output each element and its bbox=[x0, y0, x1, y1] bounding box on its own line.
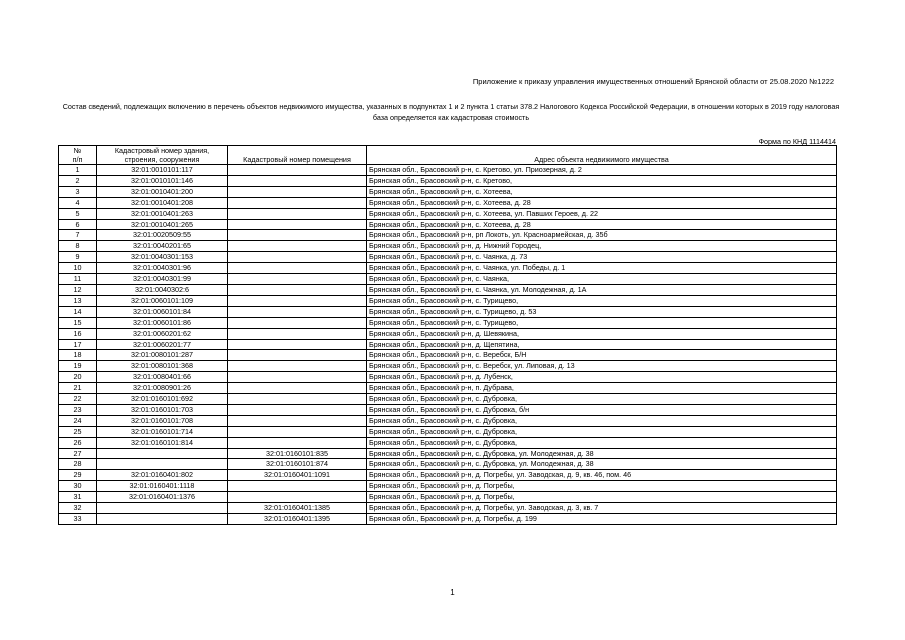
cell-room-cadastral bbox=[228, 492, 367, 503]
cell-number: 2 bbox=[59, 175, 97, 186]
column-header-number-line1: № bbox=[73, 146, 82, 155]
cell-room-cadastral bbox=[228, 252, 367, 263]
cell-building-cadastral: 32:01:0040302:6 bbox=[97, 284, 228, 295]
cell-building-cadastral: 32:01:0010401:200 bbox=[97, 186, 228, 197]
cell-building-cadastral: 32:01:0010401:265 bbox=[97, 219, 228, 230]
cell-room-cadastral bbox=[228, 208, 367, 219]
cell-number: 14 bbox=[59, 306, 97, 317]
cell-room-cadastral bbox=[228, 350, 367, 361]
cell-room-cadastral bbox=[228, 394, 367, 405]
cell-number: 13 bbox=[59, 295, 97, 306]
table-row bbox=[59, 241, 837, 252]
cell-number: 15 bbox=[59, 317, 97, 328]
table-row bbox=[59, 175, 837, 186]
cell-room-cadastral bbox=[228, 383, 367, 394]
cell-number: 26 bbox=[59, 437, 97, 448]
table-row bbox=[59, 317, 837, 328]
cell-building-cadastral: 32:01:0040301:99 bbox=[97, 274, 228, 285]
cell-building-cadastral: 32:01:0010401:208 bbox=[97, 197, 228, 208]
property-table bbox=[58, 145, 837, 525]
table-row bbox=[59, 426, 837, 437]
cell-number: 3 bbox=[59, 186, 97, 197]
cell-building-cadastral: 32:01:0060201:77 bbox=[97, 339, 228, 350]
cell-number: 7 bbox=[59, 230, 97, 241]
table-row bbox=[59, 328, 837, 339]
cell-number: 20 bbox=[59, 372, 97, 383]
cell-address: Брянская обл., Брасовский р-н, д. Шевякина, bbox=[367, 328, 837, 339]
table-row bbox=[59, 230, 837, 241]
table-row bbox=[59, 415, 837, 426]
cell-building-cadastral bbox=[97, 503, 228, 514]
cell-number: 6 bbox=[59, 219, 97, 230]
cell-building-cadastral: 32:01:0010101:146 bbox=[97, 175, 228, 186]
cell-building-cadastral: 32:01:0020509:55 bbox=[97, 230, 228, 241]
table-row bbox=[59, 263, 837, 274]
table-row bbox=[59, 208, 837, 219]
cell-room-cadastral bbox=[228, 437, 367, 448]
cell-address: Брянская обл., Брасовский р-н, с. Дубровка, bbox=[367, 394, 837, 405]
cell-building-cadastral: 32:01:0060101:109 bbox=[97, 295, 228, 306]
cell-room-cadastral: 32:01:0160101:835 bbox=[228, 448, 367, 459]
cell-address: Брянская обл., Брасовский р-н, с. Турищево, bbox=[367, 317, 837, 328]
table-row bbox=[59, 372, 837, 383]
cell-address: Брянская обл., Брасовский р-н, д. Нижний Городец, bbox=[367, 241, 837, 252]
cell-number: 12 bbox=[59, 284, 97, 295]
cell-address: Брянская обл., Брасовский р-н, рп Локоть, ул. Красноармейская, д. 35б bbox=[367, 230, 837, 241]
cell-number: 10 bbox=[59, 263, 97, 274]
table-row bbox=[59, 350, 837, 361]
cell-address: Брянская обл., Брасовский р-н, с. Чаянка, bbox=[367, 274, 837, 285]
cell-number: 28 bbox=[59, 459, 97, 470]
cell-address: Брянская обл., Брасовский р-н, с. Дубровка, bbox=[367, 415, 837, 426]
cell-number: 25 bbox=[59, 426, 97, 437]
table-row bbox=[59, 197, 837, 208]
cell-room-cadastral bbox=[228, 317, 367, 328]
cell-number: 30 bbox=[59, 481, 97, 492]
cell-address: Брянская обл., Брасовский р-н, с. Кретово, bbox=[367, 175, 837, 186]
cell-building-cadastral bbox=[97, 514, 228, 525]
cell-room-cadastral bbox=[228, 165, 367, 176]
column-header-room: Кадастровый номер помещения bbox=[228, 146, 367, 165]
column-header-number bbox=[59, 146, 97, 165]
cell-building-cadastral: 32:01:0080101:368 bbox=[97, 361, 228, 372]
cell-number: 16 bbox=[59, 328, 97, 339]
cell-address: Брянская обл., Брасовский р-н, с. Чаянка, ул. Молодежная, д. 1А bbox=[367, 284, 837, 295]
cell-building-cadastral: 32:01:0160101:692 bbox=[97, 394, 228, 405]
column-header-building-line1: Кадастровый номер здания, bbox=[114, 146, 210, 155]
cell-number: 24 bbox=[59, 415, 97, 426]
cell-room-cadastral: 32:01:0160401:1091 bbox=[228, 470, 367, 481]
cell-address: Брянская обл., Брасовский р-н, с. Дубровка, ул. Молодежная, д. 38 bbox=[367, 448, 837, 459]
cell-room-cadastral bbox=[228, 219, 367, 230]
cell-room-cadastral bbox=[228, 481, 367, 492]
table-row bbox=[59, 165, 837, 176]
cell-room-cadastral bbox=[228, 197, 367, 208]
table-row bbox=[59, 252, 837, 263]
cell-number: 9 bbox=[59, 252, 97, 263]
cell-room-cadastral bbox=[228, 361, 367, 372]
cell-building-cadastral: 32:01:0160101:708 bbox=[97, 415, 228, 426]
cell-number: 8 bbox=[59, 241, 97, 252]
cell-address: Брянская обл., Брасовский р-н, с. Хотеева, bbox=[367, 186, 837, 197]
table-row bbox=[59, 306, 837, 317]
table-row bbox=[59, 295, 837, 306]
cell-building-cadastral: 32:01:0010101:117 bbox=[97, 165, 228, 176]
cell-room-cadastral bbox=[228, 230, 367, 241]
table-row bbox=[59, 186, 837, 197]
column-header-number-line2: п/п bbox=[72, 155, 83, 164]
table-row bbox=[59, 339, 837, 350]
cell-building-cadastral: 32:01:0160101:814 bbox=[97, 437, 228, 448]
cell-address: Брянская обл., Брасовский р-н, с. Дубровка, bbox=[367, 437, 837, 448]
cell-room-cadastral bbox=[228, 426, 367, 437]
cell-address: Брянская обл., Брасовский р-н, д. Лубенск, bbox=[367, 372, 837, 383]
cell-room-cadastral bbox=[228, 306, 367, 317]
cell-building-cadastral: 32:01:0060201:62 bbox=[97, 328, 228, 339]
cell-number: 1 bbox=[59, 165, 97, 176]
cell-number: 29 bbox=[59, 470, 97, 481]
cell-room-cadastral bbox=[228, 415, 367, 426]
cell-number: 17 bbox=[59, 339, 97, 350]
cell-number: 21 bbox=[59, 383, 97, 394]
cell-building-cadastral: 32:01:0160101:714 bbox=[97, 426, 228, 437]
cell-number: 19 bbox=[59, 361, 97, 372]
column-header-building bbox=[97, 146, 228, 165]
cell-building-cadastral: 32:01:0080101:287 bbox=[97, 350, 228, 361]
table-row bbox=[59, 492, 837, 503]
cell-address: Брянская обл., Брасовский р-н, с. Дубровка, bbox=[367, 426, 837, 437]
table-row bbox=[59, 274, 837, 285]
cell-number: 18 bbox=[59, 350, 97, 361]
cell-room-cadastral bbox=[228, 372, 367, 383]
appendix-note: Приложение к приказу управления имущественных отношений Брянской области от 25.08.2020 №1222 bbox=[472, 77, 834, 86]
cell-number: 27 bbox=[59, 448, 97, 459]
cell-room-cadastral bbox=[228, 339, 367, 350]
cell-building-cadastral bbox=[97, 459, 228, 470]
table-row bbox=[59, 459, 837, 470]
cell-building-cadastral: 32:01:0010401:263 bbox=[97, 208, 228, 219]
cell-address: Брянская обл., Брасовский р-н, с. Дубровка, ул. Молодежная, д. 38 bbox=[367, 459, 837, 470]
table-row bbox=[59, 383, 837, 394]
cell-building-cadastral: 32:01:0060101:84 bbox=[97, 306, 228, 317]
cell-number: 11 bbox=[59, 274, 97, 285]
table-row bbox=[59, 470, 837, 481]
table-row bbox=[59, 503, 837, 514]
cell-building-cadastral: 32:01:0040201:65 bbox=[97, 241, 228, 252]
cell-address: Брянская обл., Брасовский р-н, с. Веребск, ул. Липовая, д. 13 bbox=[367, 361, 837, 372]
cell-building-cadastral: 32:01:0040301:153 bbox=[97, 252, 228, 263]
cell-room-cadastral bbox=[228, 404, 367, 415]
cell-building-cadastral: 32:01:0160101:703 bbox=[97, 404, 228, 415]
table-row bbox=[59, 404, 837, 415]
cell-room-cadastral: 32:01:0160401:1395 bbox=[228, 514, 367, 525]
table-row bbox=[59, 437, 837, 448]
table-body bbox=[59, 165, 837, 525]
cell-address: Брянская обл., Брасовский р-н, д. Щепятина, bbox=[367, 339, 837, 350]
cell-number: 31 bbox=[59, 492, 97, 503]
cell-room-cadastral: 32:01:0160401:1385 bbox=[228, 503, 367, 514]
cell-building-cadastral: 32:01:0080901:26 bbox=[97, 383, 228, 394]
cell-number: 22 bbox=[59, 394, 97, 405]
table-header-row bbox=[59, 146, 837, 165]
cell-address: Брянская обл., Брасовский р-н, д. Погребы, ул. Заводская, д. 9, кв. 46, пом. 46 bbox=[367, 470, 837, 481]
table-row bbox=[59, 284, 837, 295]
cell-address: Брянская обл., Брасовский р-н, с. Турищево, bbox=[367, 295, 837, 306]
column-header-building-line2: строения, сооружения bbox=[124, 155, 200, 164]
cell-room-cadastral bbox=[228, 241, 367, 252]
column-header-address: Адрес объекта недвижимого имущества bbox=[367, 146, 837, 165]
table-row bbox=[59, 448, 837, 459]
cell-number: 5 bbox=[59, 208, 97, 219]
cell-number: 32 bbox=[59, 503, 97, 514]
cell-building-cadastral bbox=[97, 448, 228, 459]
cell-room-cadastral bbox=[228, 284, 367, 295]
cell-address: Брянская обл., Брасовский р-н, с. Хотеева, д. 28 bbox=[367, 197, 837, 208]
table-row bbox=[59, 219, 837, 230]
cell-address: Брянская обл., Брасовский р-н, д. Погребы, bbox=[367, 481, 837, 492]
cell-room-cadastral bbox=[228, 274, 367, 285]
cell-address: Брянская обл., Брасовский р-н, д. Погребы, ул. Заводская, д. 3, кв. 7 bbox=[367, 503, 837, 514]
cell-address: Брянская обл., Брасовский р-н, с. Веребск, Б/Н bbox=[367, 350, 837, 361]
cell-room-cadastral bbox=[228, 175, 367, 186]
cell-building-cadastral: 32:01:0160401:802 bbox=[97, 470, 228, 481]
form-code: Форма по КНД 1114414 bbox=[758, 137, 836, 146]
document-description: Состав сведений, подлежащих включению в перечень объектов недвижимого имущества, указанных в подпунктах 1 и 2 пункта 1 статьи 378.2 Налогового Кодекса Российской Федерации, в отношении которых в 2019 году налоговая база определяется как кадастровая стоимость bbox=[62, 102, 840, 122]
table-row bbox=[59, 481, 837, 492]
cell-room-cadastral bbox=[228, 295, 367, 306]
cell-address: Брянская обл., Брасовский р-н, д. Погребы, bbox=[367, 492, 837, 503]
page-number: 1 bbox=[450, 588, 455, 597]
table-row bbox=[59, 514, 837, 525]
cell-address: Брянская обл., Брасовский р-н, с. Турищево, д. 53 bbox=[367, 306, 837, 317]
cell-number: 4 bbox=[59, 197, 97, 208]
cell-building-cadastral: 32:01:0060101:86 bbox=[97, 317, 228, 328]
cell-building-cadastral: 32:01:0080401:66 bbox=[97, 372, 228, 383]
cell-building-cadastral: 32:01:0160401:1118 bbox=[97, 481, 228, 492]
table-row bbox=[59, 394, 837, 405]
cell-address: Брянская обл., Брасовский р-н, с. Чаянка, д. 73 bbox=[367, 252, 837, 263]
cell-building-cadastral: 32:01:0040301:96 bbox=[97, 263, 228, 274]
cell-room-cadastral bbox=[228, 186, 367, 197]
cell-number: 33 bbox=[59, 514, 97, 525]
cell-building-cadastral: 32:01:0160401:1376 bbox=[97, 492, 228, 503]
cell-room-cadastral: 32:01:0160101:874 bbox=[228, 459, 367, 470]
cell-address: Брянская обл., Брасовский р-н, с. Кретово, ул. Приозерная, д. 2 bbox=[367, 165, 837, 176]
cell-address: Брянская обл., Брасовский р-н, с. Хотеева, ул. Павших Героев, д. 22 bbox=[367, 208, 837, 219]
cell-address: Брянская обл., Брасовский р-н, с. Дубровка, б/н bbox=[367, 404, 837, 415]
cell-address: Брянская обл., Брасовский р-н, д. Погребы, д. 199 bbox=[367, 514, 837, 525]
cell-room-cadastral bbox=[228, 263, 367, 274]
cell-address: Брянская обл., Брасовский р-н, с. Чаянка, ул. Победы, д. 1 bbox=[367, 263, 837, 274]
cell-room-cadastral bbox=[228, 328, 367, 339]
cell-address: Брянская обл., Брасовский р-н, с. Хотеева, д. 28 bbox=[367, 219, 837, 230]
cell-number: 23 bbox=[59, 404, 97, 415]
cell-address: Брянская обл., Брасовский р-н, п. Дубрава, bbox=[367, 383, 837, 394]
table-row bbox=[59, 361, 837, 372]
